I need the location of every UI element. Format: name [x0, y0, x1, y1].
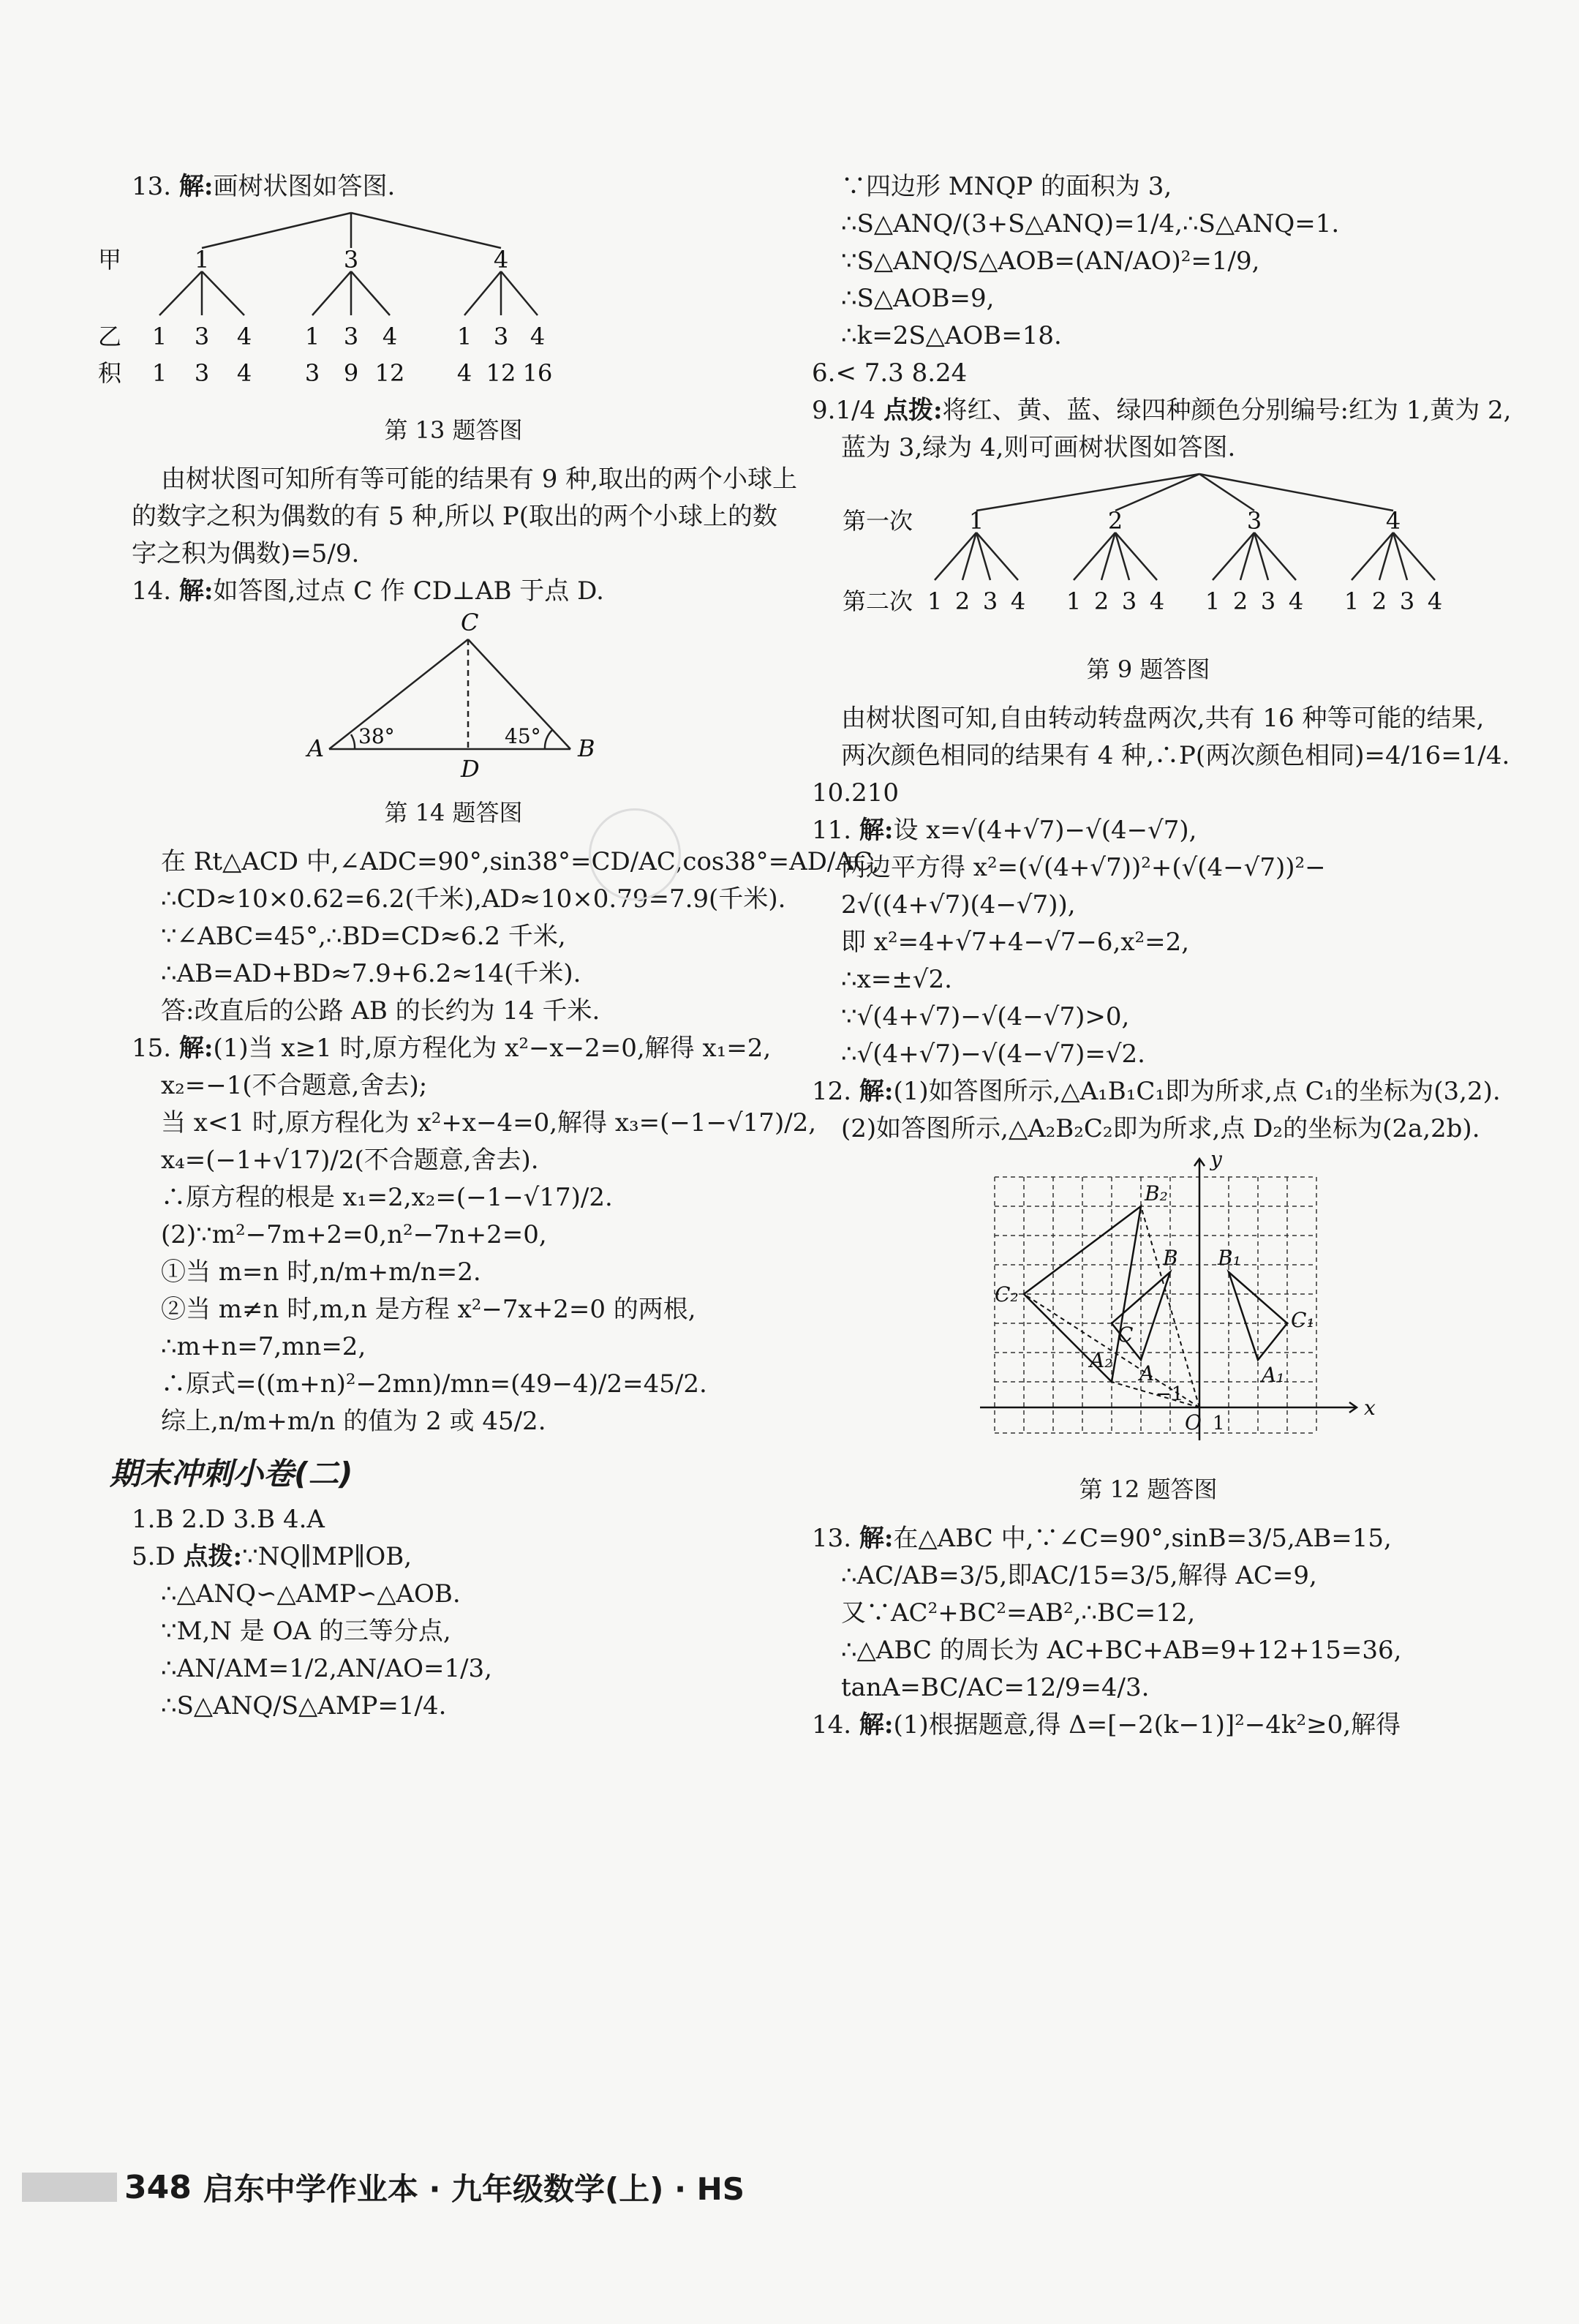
r1: ∵四边形 MNQP 的面积为 3, [841, 172, 1172, 201]
q13r-l4: tanA=BC/AC=12/9=4/3. [841, 1673, 1150, 1702]
q9-caption: 第 9 题答图 [1086, 655, 1210, 683]
q5-l4: ∴S△ANQ/S△AMP=1/4. [161, 1691, 447, 1721]
label-B1: B₁ [1218, 1246, 1241, 1270]
tree-leaf: 4 [530, 323, 546, 350]
tree-root: 3 [343, 246, 359, 274]
q14-triangle-diagram [132, 609, 775, 783]
q15-heading: 15. 解:(1)当 x≥1 时,原方程化为 x²−x−2=0,解得 x₁=2, [132, 1034, 772, 1063]
tree-leaf: 4 [1010, 587, 1026, 615]
label-C: C [1118, 1323, 1134, 1347]
tree-product: 1 [151, 359, 167, 387]
tree-leaf: 3 [1399, 587, 1415, 615]
tree-product: 3 [194, 359, 210, 387]
q12-heading: 12. 解:(1)如答图所示,△A₁B₁C₁即为所求,点 C₁的坐标为(3,2). [812, 1077, 1501, 1106]
stamp-mark [589, 808, 681, 900]
tree-leaf: 4 [236, 323, 252, 350]
tree-product: 12 [374, 359, 405, 387]
q15-l4: x₄=(−1+√17)/2(不合题意,舍去). [161, 1146, 539, 1175]
tree-product: 4 [456, 359, 472, 387]
q5-l3: ∴AN/AM=1/2,AN/AO=1/3, [161, 1654, 492, 1683]
tree-root: 4 [1385, 507, 1401, 535]
q9-l1: 蓝为 3,绿为 4,则可画树状图如答图. [841, 433, 1236, 462]
q15-l5: ∴原方程的根是 x₁=2,x₂=(−1−√17)/2. [161, 1183, 613, 1212]
q15-l6: (2)∵m²−7m+2=0,n²−7n+2=0, [161, 1220, 547, 1249]
q14-caption: 第 14 题答图 [384, 799, 523, 827]
q11-l2: 2√((4+√7)(4−√7)), [841, 890, 1076, 920]
q12-caption: 第 12 题答图 [1079, 1475, 1218, 1503]
tree-leaf: 2 [1232, 587, 1248, 615]
q11-l5: ∵√(4+√7)−√(4−√7)>0, [841, 1002, 1130, 1031]
q15-l8: ②当 m≠n 时,m,n 是方程 x²−7x+2=0 的两根, [161, 1295, 696, 1324]
q15-l9: ∴m+n=7,mn=2, [161, 1332, 366, 1361]
q13r-heading: 13. 解:在△ABC 中,∵∠C=90°,sinB=3/5,AB=15, [812, 1524, 1392, 1553]
q14r-heading: 14. 解:(1)根据题意,得 Δ=[−2(k−1)]²−4k²≥0,解得 [812, 1710, 1401, 1740]
tree-leaf: 1 [456, 323, 472, 350]
tree-leaf: 1 [927, 587, 943, 615]
q13-caption: 第 13 题答图 [384, 416, 523, 444]
tree-root: 4 [493, 246, 509, 274]
axis-x: x [1364, 1396, 1376, 1420]
tree-root: 1 [194, 246, 210, 274]
tree-product: 3 [304, 359, 320, 387]
q14-l2: ∴CD≈10×0.62=6.2(千米),AD≈10×0.79=7.9(千米). [161, 884, 786, 914]
point-D: D [461, 755, 480, 783]
q12-l1: (2)如答图所示,△A₂B₂C₂即为所求,点 D₂的坐标为(2a,2b). [841, 1114, 1480, 1143]
q13-heading: 13. 解:画树状图如答图. [132, 172, 396, 201]
tree-leaf: 3 [1260, 587, 1276, 615]
q13-p2: 的数字之积为偶数的有 5 种,所以 P(取出的两个小球上的数 [132, 502, 778, 531]
q15-l3: 当 x<1 时,原方程化为 x²+x−4=0,解得 x₃=(−1−√17)/2, [161, 1108, 817, 1137]
tree-root: 1 [968, 507, 984, 535]
q12-coordinate-grid [812, 1148, 1485, 1455]
q13-p1: 由树状图可知所有等可能的结果有 9 种,取出的两个小球上 [161, 465, 798, 494]
row-label-jia: 甲 [97, 246, 122, 274]
point-C: C [461, 609, 479, 636]
q11-heading: 11. 解:设 x=√(4+√7)−√(4−√7), [812, 816, 1197, 845]
q14-l4: ∴AB=AD+BD≈7.9+6.2≈14(千米). [161, 959, 581, 988]
answers-6-8: 6.< 7.3 8.24 [812, 358, 968, 388]
q15-l11: 综上,n/m+m/n 的值为 2 或 45/2. [161, 1407, 546, 1436]
tree-leaf: 2 [1371, 587, 1387, 615]
tree-leaf: 3 [194, 323, 210, 350]
q14-l3: ∵∠ABC=45°,∴BD=CD≈6.2 千米, [161, 922, 566, 951]
label-B2: B₂ [1145, 1181, 1168, 1206]
point-A: A [307, 734, 325, 762]
tree-leaf: 3 [493, 323, 509, 350]
origin-O: O [1185, 1410, 1202, 1434]
r5: ∴k=2S△AOB=18. [841, 321, 1062, 350]
q14-heading: 14. 解:如答图,过点 C 作 CD⊥AB 于点 D. [132, 576, 604, 606]
tree-leaf: 3 [343, 323, 359, 350]
footer-bar [22, 2173, 117, 2202]
r4: ∴S△AOB=9, [841, 284, 995, 313]
book-title: 启东中学作业本 · 九年级数学(上) · HS [203, 2171, 745, 2207]
q9-tree-diagram [812, 467, 1485, 635]
q9-l2: 由树状图可知,自由转动转盘两次,共有 16 种等可能的结果, [841, 704, 1485, 733]
tree-product: 12 [486, 359, 516, 387]
q15-l2: x₂=−1(不合题意,舍去); [161, 1071, 428, 1100]
q13r-l3: ∴△ABC 的周长为 AC+BC+AB=9+12+15=36, [841, 1636, 1402, 1665]
tree-leaf: 4 [1427, 587, 1443, 615]
tree-product: 4 [236, 359, 252, 387]
q14-l1: 在 Rt△ACD 中,∠ADC=90°,sin38°=CD/AC,cos38°=AD/AC, [161, 847, 880, 876]
q13-p3: 字之积为偶数)=5/9. [132, 539, 360, 568]
tree-leaf: 4 [382, 323, 398, 350]
tree-leaf: 2 [954, 587, 971, 615]
answers-1-4: 1.B 2.D 3.B 4.A [132, 1505, 325, 1534]
q13r-l2: 又∵AC²+BC²=AB²,∴BC=12, [841, 1598, 1196, 1628]
row-label-second: 第二次 [842, 587, 913, 615]
axis-y: y [1210, 1147, 1222, 1171]
tree-leaf: 1 [1344, 587, 1360, 615]
tree-leaf: 3 [1121, 587, 1137, 615]
q5-l2: ∵M,N 是 OA 的三等分点, [161, 1617, 451, 1646]
tree-leaf: 4 [1288, 587, 1304, 615]
q11-l6: ∴√(4+√7)−√(4−√7)=√2. [841, 1039, 1145, 1069]
row-label-ji: 积 [97, 359, 122, 387]
q11-l4: ∴x=±√2. [841, 965, 952, 994]
tree-leaf: 3 [982, 587, 998, 615]
q14-l5: 答:改直后的公路 AB 的长约为 14 千米. [161, 996, 600, 1026]
angle-45: 45° [505, 724, 541, 748]
r2: ∴S△ANQ/(3+S△ANQ)=1/4,∴S△ANQ=1. [841, 209, 1340, 238]
tick-1: 1 [1213, 1413, 1225, 1434]
page-number: 348 [124, 2168, 192, 2206]
tree-product: 16 [522, 359, 553, 387]
q13r-l1: ∴AC/AB=3/5,即AC/15=3/5,解得 AC=9, [841, 1561, 1317, 1590]
page-footer [22, 2158, 753, 2216]
r3: ∵S△ANQ/S△AOB=(AN/AO)²=1/9, [841, 247, 1260, 276]
tree-leaf: 1 [1066, 587, 1082, 615]
label-B: B [1163, 1246, 1178, 1270]
tree-leaf: 1 [1205, 587, 1221, 615]
label-A2: A₂ [1090, 1348, 1113, 1372]
label-A1: A₁ [1262, 1363, 1285, 1387]
q9-l3: 两次颜色相同的结果有 4 种,∴P(两次颜色相同)=4/16=1/4. [841, 741, 1510, 770]
q13-tree-diagram [97, 206, 775, 396]
label-C2: C₂ [995, 1282, 1019, 1306]
q5-heading: 5.D 点拨:∵NQ∥MP∥OB, [132, 1542, 412, 1571]
angle-38: 38° [358, 724, 395, 748]
q15-l7: ①当 m=n 时,n/m+m/n=2. [161, 1257, 481, 1287]
label-A: A [1139, 1361, 1155, 1385]
q9-heading: 9.1/4 点拨:将红、黄、蓝、绿四种颜色分别编号:红为 1,黄为 2, [812, 396, 1512, 425]
q11-l1: 两边平方得 x²=(√(4+√7))²+(√(4−√7))²− [841, 853, 1326, 882]
tree-leaf: 4 [1149, 587, 1165, 615]
tree-leaf: 1 [304, 323, 320, 350]
tree-leaf: 1 [151, 323, 167, 350]
q11-l3: 即 x²=4+√7+4−√7−6,x²=2, [841, 928, 1190, 957]
section-title: 期末冲刺小卷(二) [110, 1456, 353, 1492]
tree-root: 3 [1246, 507, 1262, 535]
tree-product: 9 [343, 359, 359, 387]
point-B: B [578, 734, 595, 762]
q15-l10: ∴原式=((m+n)²−2mn)/mn=(49−4)/2=45/2. [161, 1369, 707, 1399]
tree-leaf: 2 [1093, 587, 1109, 615]
row-label-yi: 乙 [97, 323, 122, 350]
q5-l1: ∴△ANQ∽△AMP∽△AOB. [161, 1579, 461, 1609]
tick-neg1: −1 [1156, 1383, 1184, 1405]
right-column [812, 168, 1512, 1744]
row-label-first: 第一次 [842, 507, 913, 535]
label-C1: C₁ [1291, 1308, 1315, 1332]
tree-root: 2 [1107, 507, 1123, 535]
answer-10: 10.210 [812, 778, 899, 808]
